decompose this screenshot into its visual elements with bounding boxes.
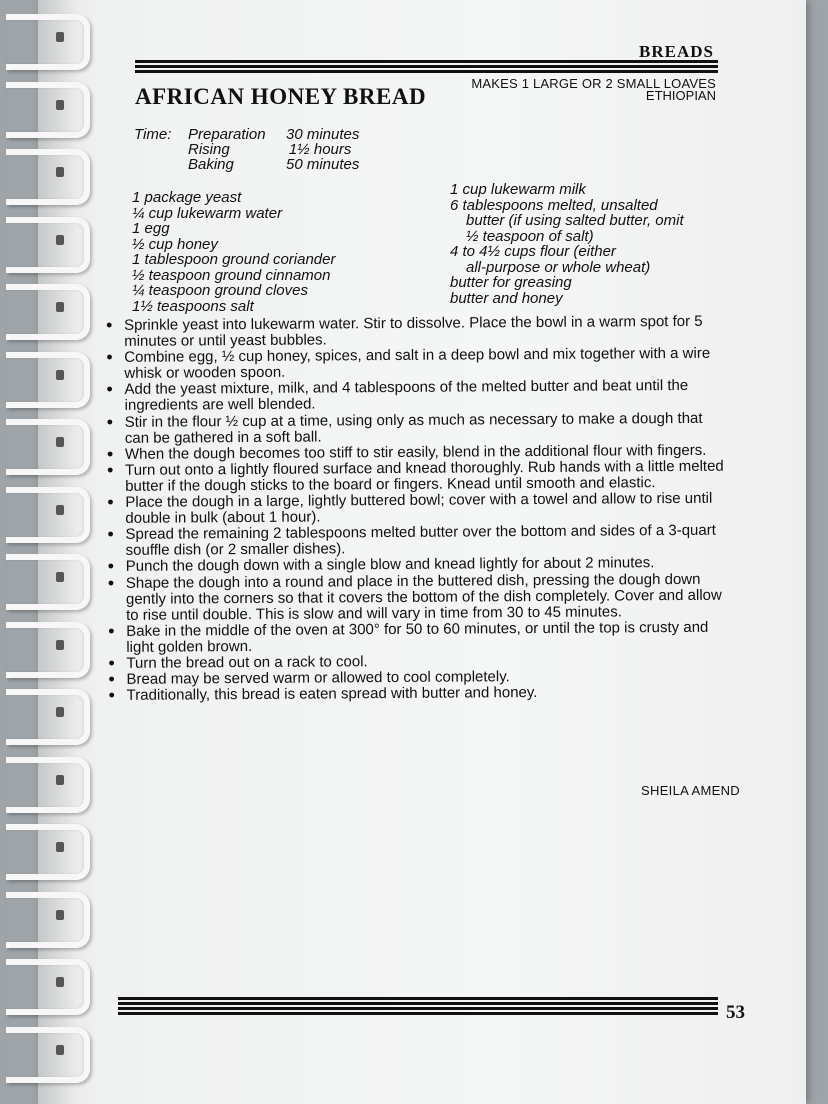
instruction-step: • Shape the dough into a round and place in the buttered dish, pressing the dough down gently into the corners so that it covers the bottom of the dish completely. Cover and allow to rise until double. This is slow and will vary in time from 30 to 45 minutes.	[106, 571, 728, 624]
instruction-step: • Bake in the middle of the oven at 300° for 50 to 60 minutes, or until the top is crusty and light golden brown.	[106, 619, 728, 656]
recipe-yield	[471, 78, 716, 102]
ingredients-right	[450, 182, 684, 306]
ingredient: butter and honey	[450, 289, 563, 307]
binding-hole	[56, 775, 64, 785]
binding-hole	[56, 977, 64, 987]
instruction-step: • Sprinkle yeast into lukewarm water. Stir to dissolve. Place the bowl in a warm spot for 5 minutes or until yeast bubbles.	[104, 314, 726, 351]
time-step: Preparation	[188, 126, 266, 143]
time-step: Baking	[188, 156, 234, 173]
instruction-step: • When the dough becomes too stiff to stir easily, blend in the additional flour with fingers.	[105, 442, 727, 462]
section-heading: BREADS	[639, 42, 714, 61]
binding-ring	[6, 892, 90, 948]
origin-text: ETHIOPIAN	[645, 88, 716, 103]
ingredient: ¼ teaspoon ground cloves	[132, 282, 308, 299]
binding-hole	[56, 640, 64, 650]
time-table	[134, 127, 359, 172]
binding-hole	[56, 505, 64, 515]
ingredient: ½ teaspoon of salt)	[466, 227, 594, 245]
ingredient: ½ teaspoon ground cinnamon	[132, 266, 331, 284]
instructions-list	[104, 314, 729, 705]
binding-hole	[56, 572, 64, 582]
ingredient: 1 package yeast	[132, 189, 242, 206]
spiral-binding	[0, 0, 100, 1104]
page-number: 53	[726, 1002, 745, 1023]
instruction-step: • Traditionally, this bread is eaten spread with butter and honey.	[107, 684, 729, 704]
binding-hole	[56, 100, 64, 110]
binding-ring	[6, 757, 90, 813]
binding-hole	[56, 235, 64, 245]
binding-hole	[56, 910, 64, 920]
binding-hole	[56, 1045, 64, 1055]
binding-hole	[56, 707, 64, 717]
time-value: 50 minutes	[286, 156, 360, 173]
yield-text: MAKES 1 LARGE OR 2 SMALL LOAVES	[471, 76, 716, 91]
binding-ring	[6, 149, 90, 205]
binding-hole	[56, 32, 64, 42]
binding-ring	[6, 14, 90, 70]
instruction-step: • Punch the dough down with a single blow and knead lightly for about 2 minutes.	[106, 555, 728, 575]
ingredients-left	[132, 190, 335, 314]
time-step: Rising	[188, 141, 230, 158]
binding-ring	[6, 824, 90, 880]
recipe-author: SHEILA AMEND	[641, 783, 740, 798]
binding-ring	[6, 689, 90, 745]
footer-rule	[118, 997, 718, 1017]
binding-ring	[6, 82, 90, 138]
binding-ring	[6, 284, 90, 340]
binding-hole	[56, 302, 64, 312]
binding-hole	[56, 437, 64, 447]
ingredient: 4 to 4½ cups flour (either	[450, 243, 616, 260]
recipe-title: AFRICAN HONEY BREAD	[135, 84, 427, 109]
ingredient: ¼ cup lukewarm water	[132, 204, 283, 222]
instruction-step: • Stir in the flour ½ cup at a time, using only as much as necessary to make a dough that can be gathered in a soft ball.	[105, 410, 727, 447]
binding-ring	[6, 554, 90, 610]
time-value: 30 minutes	[286, 126, 360, 143]
instruction-step: • Combine egg, ½ cup honey, spices, and salt in a deep bowl and mix together with a wire whisk or wooden spoon.	[104, 346, 726, 383]
time-value: 1½ hours	[288, 141, 352, 158]
ingredient: 1½ teaspoons salt	[132, 297, 254, 315]
instruction-step: • Place the dough in a large, lightly buttered bowl; cover with a towel and allow to rise until double in bulk (about 1 hour).	[105, 491, 727, 528]
ingredient: ½ cup honey	[132, 235, 218, 253]
ingredient: butter for greasing	[450, 274, 572, 291]
time-label: Time:	[134, 126, 172, 143]
binding-ring	[6, 622, 90, 678]
binding-hole	[56, 167, 64, 177]
header-rule	[135, 60, 718, 75]
instruction-step: • Spread the remaining 2 tablespoons melted butter over the bottom and sides of a 3-quart souffle dish (or 2 smaller dishes).	[105, 523, 727, 560]
binding-hole	[56, 370, 64, 380]
instruction-step: • Turn the bread out on a rack to cool.	[106, 652, 728, 672]
ingredient: 1 egg	[132, 220, 170, 237]
binding-ring	[6, 217, 90, 273]
binding-ring	[6, 419, 90, 475]
instruction-step: • Turn out onto a lightly floured surface and knead thoroughly. Rub hands with a little melted butter if the dough sticks to the board or fingers. Knead until smooth and elastic.	[105, 458, 727, 495]
ingredient: all-purpose or whole wheat)	[466, 258, 651, 276]
ingredient: 1 tablespoon ground coriander	[132, 251, 336, 268]
ingredient: 1 cup lukewarm milk	[450, 181, 586, 198]
binding-hole	[56, 842, 64, 852]
binding-ring	[6, 959, 90, 1015]
binding-ring	[6, 487, 90, 543]
binding-ring	[6, 1027, 90, 1083]
ingredient: butter (if using salted butter, omit	[466, 212, 684, 229]
instruction-step: • Bread may be served warm or allowed to cool completely.	[106, 668, 728, 688]
ingredient: 6 tablespoons melted, unsalted	[450, 196, 658, 214]
binding-ring	[6, 352, 90, 408]
instruction-step: • Add the yeast mixture, milk, and 4 tablespoons of the melted butter and beat until the ingredients are well blended.	[104, 378, 726, 415]
